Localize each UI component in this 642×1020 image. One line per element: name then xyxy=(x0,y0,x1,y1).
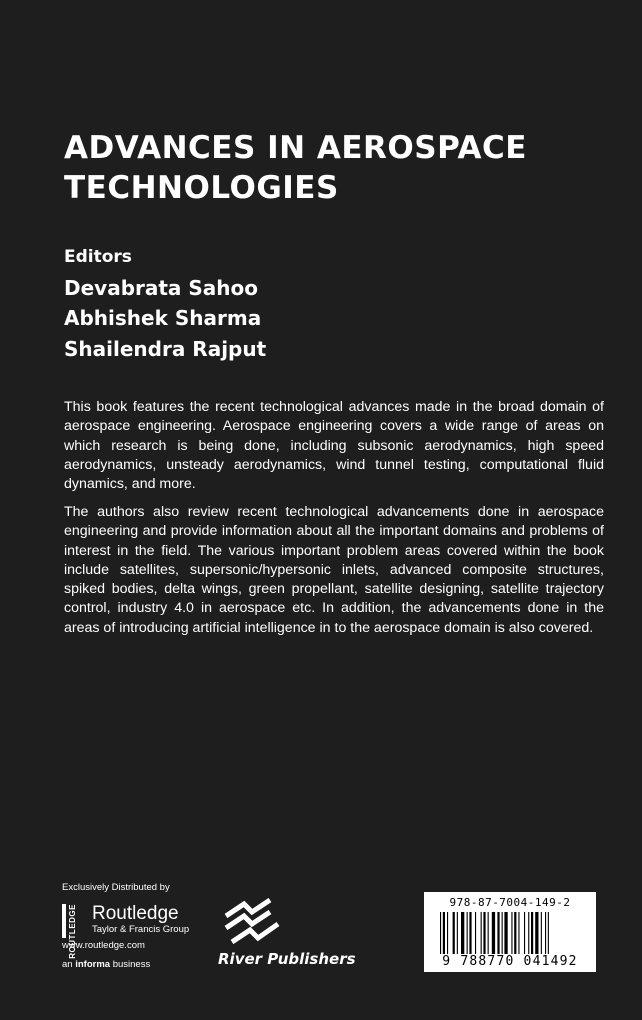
routledge-mark-text: ROUTLEDGE xyxy=(68,904,77,959)
informa-line xyxy=(62,959,222,970)
description-paragraph: The authors also review recent technological advancements done in aerospace engineering and provide information about all the important domains and problems of interest in the field. The various important problem areas covered within the book include satellites, supersonic/hypersonic inlets, advanced composite structures, spiked bodies, delta wings, green propellant, satellite designing, satellite trajectory control, industry 4.0 in aerospace etc. In addition, the advancements done in the areas of introducing artificial intelligence in to the aerospace domain is also covered. xyxy=(64,504,604,636)
informa-prefix: an xyxy=(62,959,76,970)
informa-brand: informa xyxy=(75,959,111,970)
editor-name: Shailendra Rajput xyxy=(64,337,267,361)
routledge-url: www.routledge.com xyxy=(62,940,145,951)
routledge-group: Taylor & Francis Group xyxy=(92,924,190,935)
editors-label: Editors xyxy=(64,247,132,267)
informa-suffix: business xyxy=(110,959,151,970)
river-waves-icon xyxy=(222,898,284,946)
book-title: ADVANCES IN AEROSPACE TECHNOLOGIES xyxy=(64,130,527,206)
editor-name: Abhishek Sharma xyxy=(64,306,262,330)
barcode-digits: 9 788770 041492 xyxy=(442,954,578,969)
editor-name: Devabrata Sahoo xyxy=(64,276,259,300)
description-paragraph: This book features the recent technological advances made in the broad domain of aerospace engineering. Aerospace engineering covers a wide range of areas on which research is being done, including subsonic aerodynamics, high speed aerodynamics, unsteady aerodynamics, wind tunnel testing, computational fluid dynamics, and more. xyxy=(64,399,604,493)
publisher-name: River Publishers xyxy=(218,950,356,968)
isbn-barcode xyxy=(424,892,596,972)
publisher-logo xyxy=(218,898,378,968)
isbn-text: 978-87-7004-149-2 xyxy=(449,896,571,909)
barcode-bars xyxy=(440,912,580,954)
distributor-block xyxy=(62,882,222,970)
routledge-name: Routledge xyxy=(92,903,179,924)
distributor-label: Exclusively Distributed by xyxy=(62,882,170,893)
routledge-mark-icon xyxy=(62,904,88,959)
